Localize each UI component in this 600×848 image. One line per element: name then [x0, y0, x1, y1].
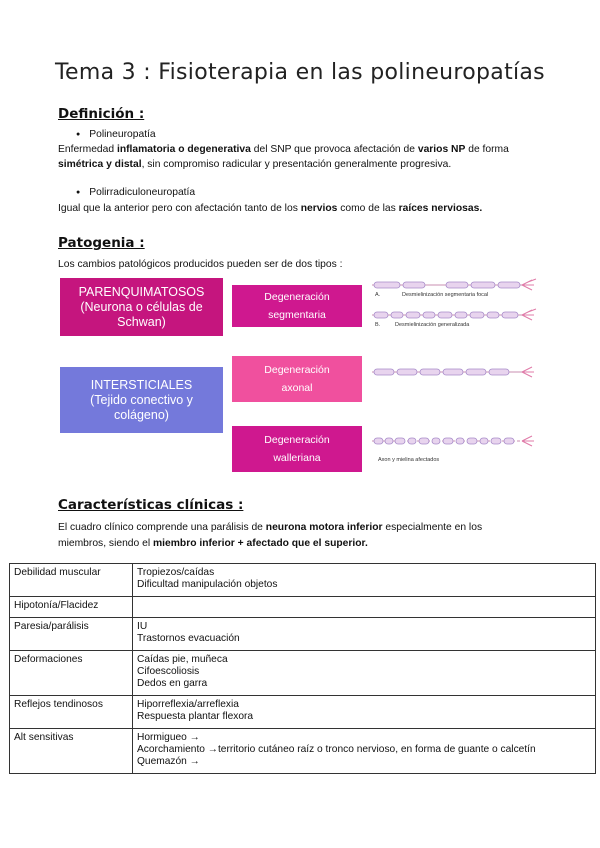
bullet-polirradiculoneuropatia: ● Polirradiculoneuropatía: [76, 187, 195, 198]
table-row: [10, 651, 596, 696]
fig-caption-b: Desmielinización generalizada: [395, 322, 470, 328]
table-row: [10, 597, 596, 618]
degeneracion-segmentaria-box: Degeneración segmentaria: [232, 285, 362, 327]
definicion-paragraph-1: Enfermedad inflamatoria o degenerativa del SNP que provoca afectación de varios NP de forma simétrica y distal, sin compromiso radicular y presentación generalmente progresiva.: [58, 144, 509, 170]
table-cell-symptom: Paresia/parálisis: [10, 618, 133, 651]
table-cell-line: Tropiezos/caídas: [137, 567, 215, 578]
definicion-heading: Definición :: [58, 106, 145, 122]
parenquimatosos-box: PARENQUIMATOSOS (Neurona o células de Schwan): [60, 278, 223, 336]
patogenia-heading: Patogenia :: [58, 235, 145, 251]
table-row: [10, 696, 596, 729]
page-title: Tema 3 : Fisioterapia en las polineuropatías: [55, 60, 545, 85]
table-cell-symptom: Deformaciones: [10, 651, 133, 696]
table-cell-symptom: Debilidad muscular: [10, 564, 133, 597]
table-row: [10, 729, 596, 774]
table-cell-line: Caídas pie, muñeca: [137, 654, 228, 665]
definicion-paragraph-2: Igual que la anterior pero con afectación tanto de los nervios como de las raíces nerviosas.: [58, 203, 483, 214]
table-cell-symptom: Hipotonía/Flacidez: [10, 597, 133, 618]
table-cell-line: Dedos en garra: [137, 678, 208, 689]
table-cell-details: [133, 564, 596, 597]
table-cell-line: Quemazón →: [137, 756, 200, 767]
table-cell-line: Dificultad manipulación objetos: [137, 579, 278, 590]
table-cell-details: [133, 729, 596, 774]
table-cell-line: Hiporreflexia/arreflexia: [137, 699, 239, 710]
nerve-axonal-illustration: [372, 363, 540, 383]
table-row: [10, 564, 596, 597]
table-cell-line: IU: [137, 621, 148, 632]
fig-caption-a: Desmielinización segmentaria focal: [402, 292, 489, 298]
caracteristicas-heading: Características clínicas :: [58, 497, 244, 513]
table-cell-line: Respuesta plantar flexora: [137, 711, 254, 722]
table-cell-line: Acorchamiento →territorio cutáneo raíz o tronco nervioso, en forma de guante o calcetín: [137, 744, 536, 755]
table-cell-symptom: Reflejos tendinosos: [10, 696, 133, 729]
fig-label-a: A.: [375, 292, 381, 298]
clinical-table: [9, 563, 596, 774]
nerve-wallerian-illustration: [372, 432, 540, 452]
table-cell-details: [133, 597, 596, 618]
degeneracion-axonal-box: Degeneración axonal: [232, 356, 362, 402]
table-cell-symptom: Alt sensitivas: [10, 729, 133, 774]
fig-caption-c: Axon y mielina afectados: [378, 457, 440, 463]
fig-label-b: B.: [375, 322, 381, 328]
table-row: [10, 618, 596, 651]
caracteristicas-line-2: miembros, siendo el miembro inferior + afectado que el superior.: [58, 538, 368, 549]
intersticiales-box: INTERSTICIALES (Tejido conectivo y colágeno): [60, 367, 223, 433]
patogenia-intro: Los cambios patológicos producidos pueden ser de dos tipos :: [58, 259, 343, 270]
table-cell-details: [133, 696, 596, 729]
table-cell-details: [133, 651, 596, 696]
degeneracion-walleriana-box: Degeneración walleriana: [232, 426, 362, 472]
table-cell-details: [133, 618, 596, 651]
caracteristicas-line-1: El cuadro clínico comprende una parálisis de neurona motora inferior especialmente en los: [58, 522, 483, 533]
table-cell-line: Cifoescoliosis: [137, 666, 200, 677]
table-cell-line: Trastornos evacuación: [137, 633, 240, 644]
bullet-polineuropatia: ● Polineuropatía: [76, 129, 156, 140]
table-cell-line: Hormigueo →: [137, 732, 200, 743]
